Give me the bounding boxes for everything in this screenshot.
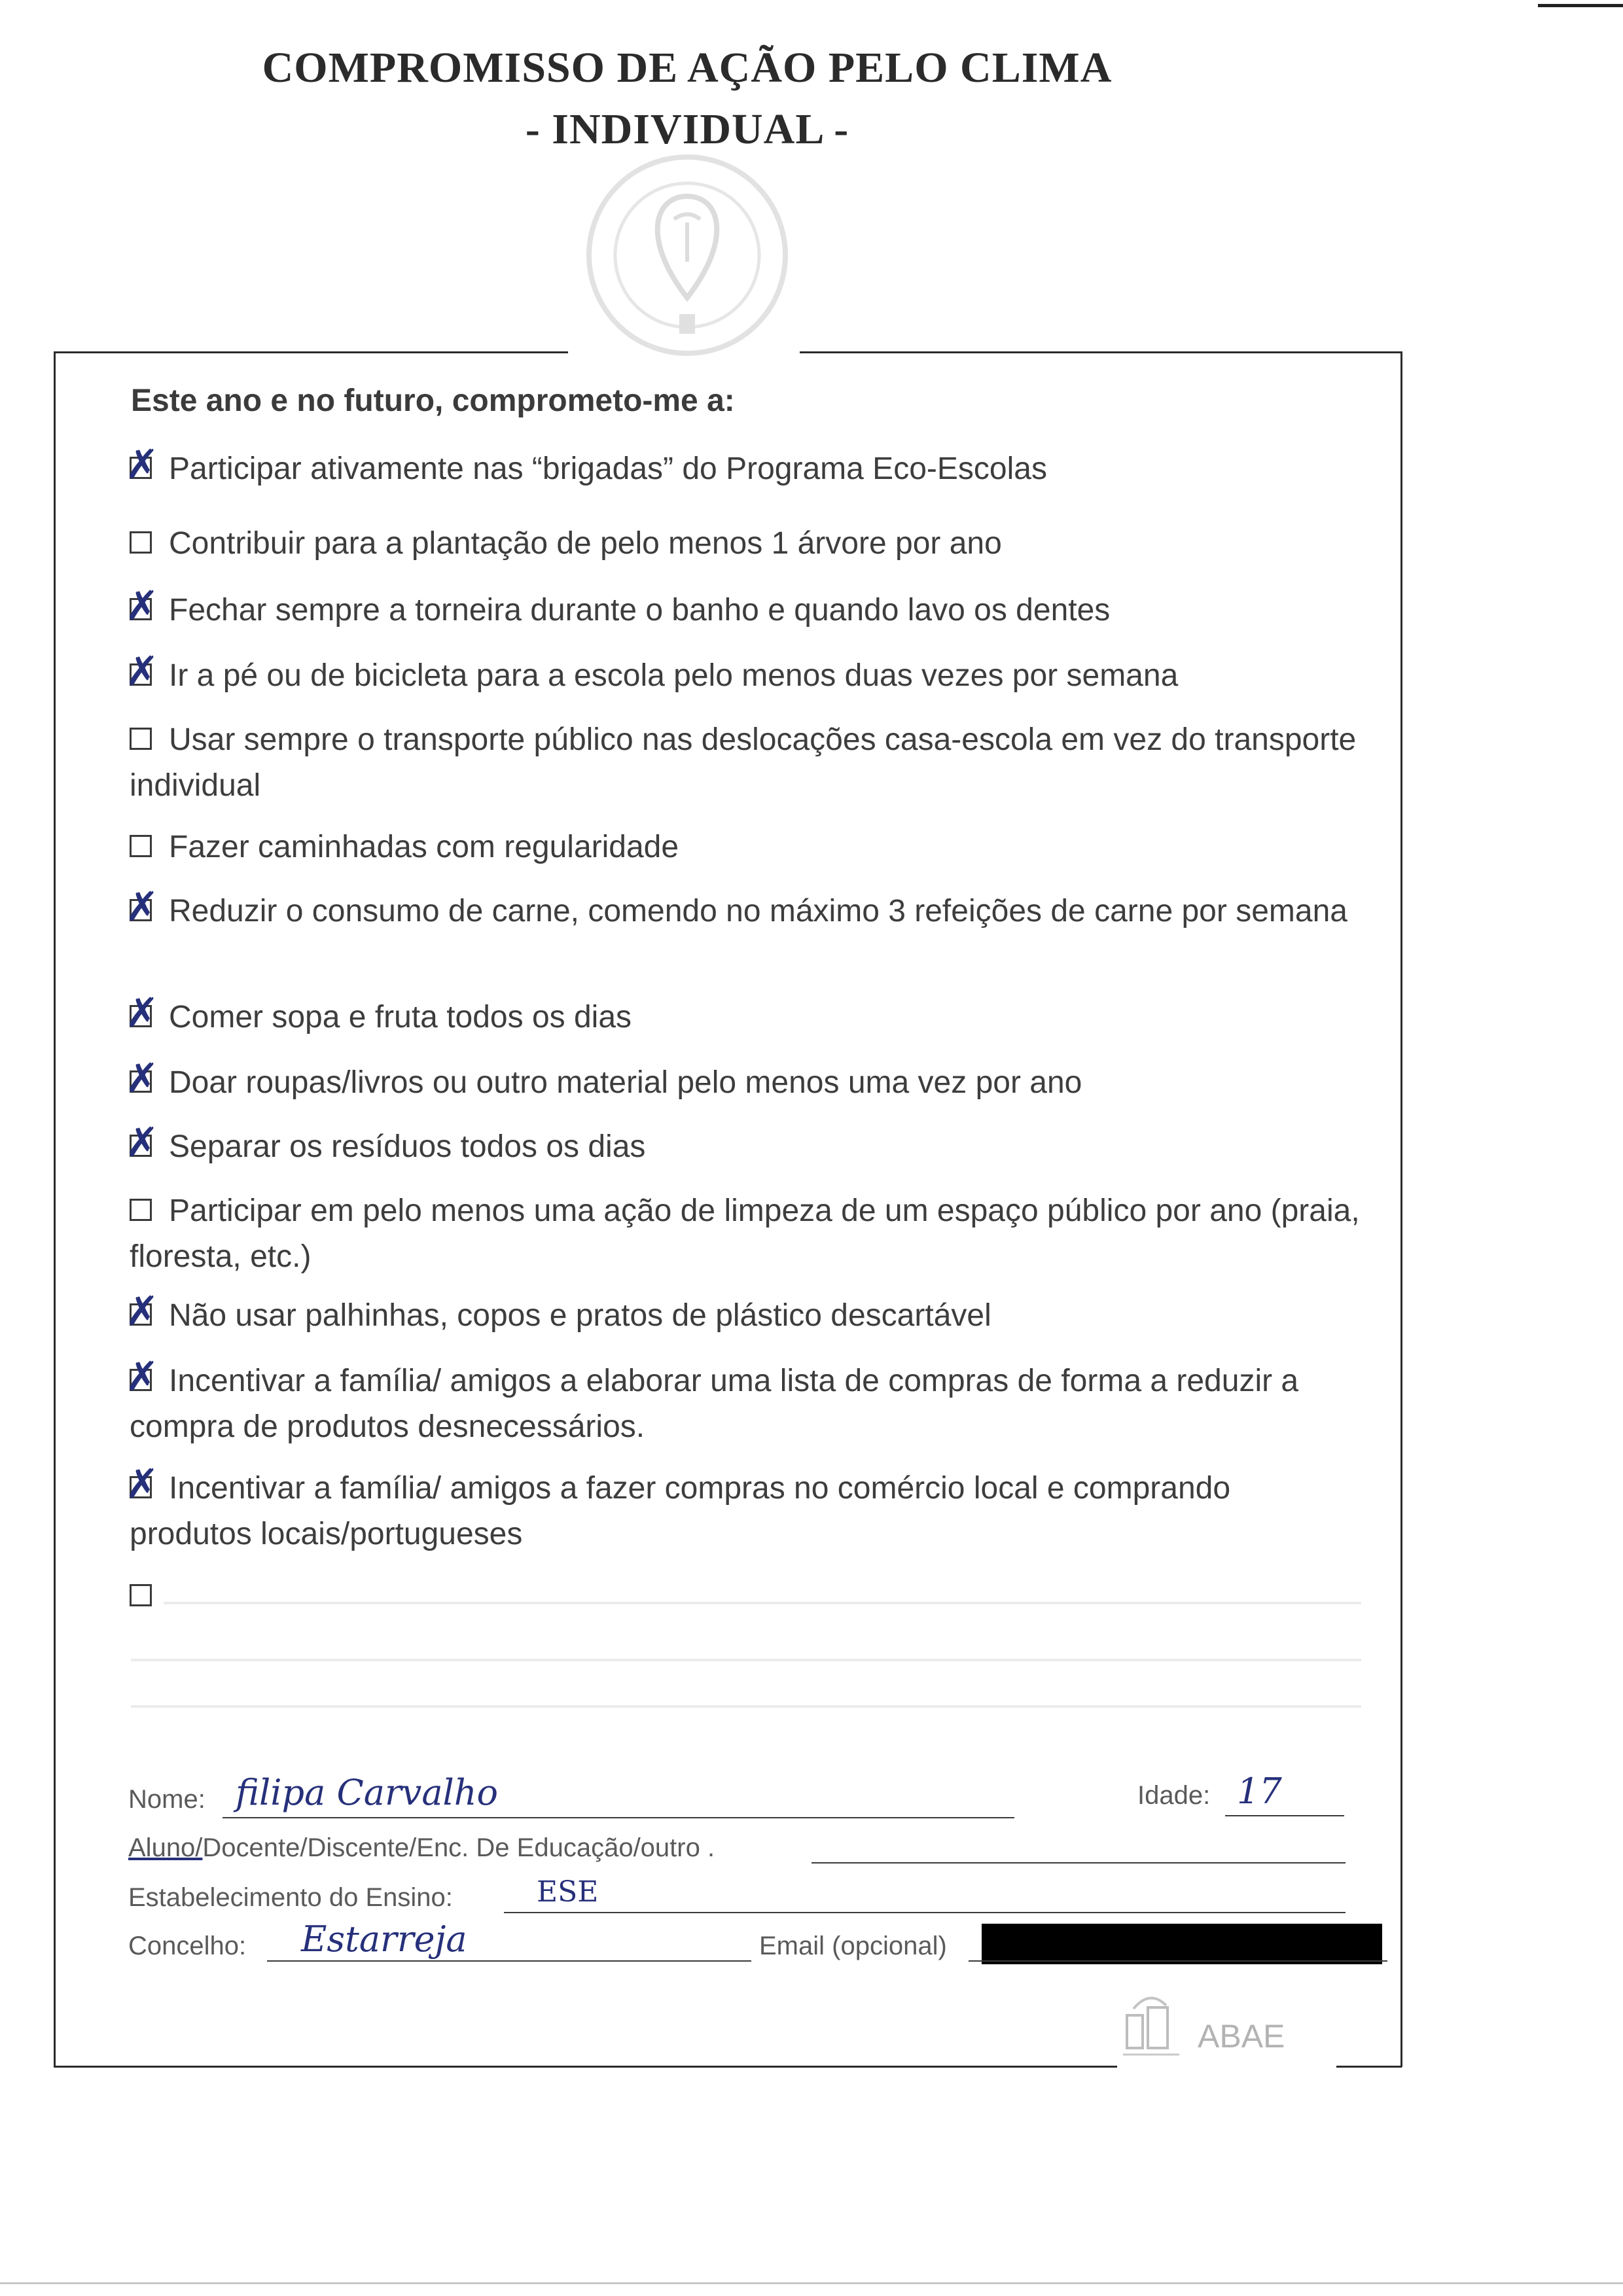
checkmark-icon: ✗ [125,647,159,696]
item-text: Ir a pé ou de bicicleta para a escola pelo menos duas vezes por semana [169,658,1179,693]
checkbox[interactable] [125,1118,159,1167]
checkmark-icon: ✗ [125,1460,159,1508]
checkbox[interactable] [125,582,159,630]
email-input-line[interactable] [969,1960,1387,1962]
checkmark-icon: ✗ [125,582,159,630]
checkmark-icon: ✗ [125,1118,159,1167]
list-item [125,440,1360,492]
checkbox[interactable] [125,1352,159,1401]
council-label: Concelho: [128,1932,247,1960]
role-input-line[interactable] [812,1862,1346,1863]
school-input-line[interactable] [504,1912,1346,1913]
checkbox[interactable] [130,835,152,857]
checkbox[interactable] [125,440,159,489]
role-options: Docente/Discente/Enc. De Educação/outro . [202,1833,715,1862]
checkbox[interactable] [125,1460,159,1508]
scan-edge-mark [1538,4,1623,7]
list-item [125,1352,1360,1450]
blank-line [131,1705,1361,1708]
item-text: Contribuir para a plantação de pelo menos 1 árvore por ano [169,526,1002,561]
checkmark-icon: ✗ [125,883,159,931]
list-item [125,1460,1360,1557]
age-value: 17 [1237,1771,1282,1812]
checkbox[interactable] [130,728,152,750]
role-selected: Aluno/ [128,1833,203,1862]
checkmark-icon: ✗ [125,1352,159,1401]
name-label: Nome: [128,1785,205,1814]
frame-bottom-left [54,2066,1117,2068]
role-label [128,1833,715,1863]
commitment-intro: Este ano e no futuro, comprometo-me a: [131,383,735,418]
abae-logo-text: ABAE [1198,2018,1285,2055]
scan-bottom-edge [0,2282,1623,2284]
checkbox[interactable] [125,647,159,696]
frame-right [1400,351,1402,2067]
list-item [130,1188,1360,1280]
school-label: Estabelecimento do Ensino: [128,1883,453,1912]
list-item [125,1118,1360,1170]
checkbox[interactable] [130,1584,152,1606]
checkmark-icon: ✗ [125,1054,159,1103]
list-item [125,1287,1360,1339]
list-item [125,647,1360,699]
checkbox[interactable] [125,1287,159,1335]
page-subtitle: - INDIVIDUAL - [525,105,849,153]
item-text: Separar os resíduos todos os dias [169,1129,646,1164]
list-item [125,582,1360,633]
item-text: Reduzir o consumo de carne, comendo no máximo 3 refeições de carne por semana [169,894,1347,928]
item-text: Usar sempre o transporte público nas deslocações casa-escola em vez do transporte individual [130,722,1357,803]
item-text: Fechar sempre a torneira durante o banho e quando lavo os dentes [169,593,1111,627]
list-item [125,989,1360,1040]
checkbox[interactable] [130,531,152,554]
school-value: ESE [537,1875,599,1909]
list-item-blank [130,1574,1360,1619]
eco-schools-seal-icon [576,147,798,363]
frame-left [54,351,56,2067]
page-title: COMPROMISSO DE AÇÃO PELO CLIMA [262,44,1113,92]
blank-line [131,1659,1361,1661]
email-label: Email (opcional) [759,1932,947,1960]
list-item [130,824,1360,870]
item-text: Não usar palhinhas, copos e pratos de plástico descartável [169,1298,991,1333]
item-text: Comer sopa e fruta todos os dias [169,1000,632,1034]
list-item [125,883,1360,934]
age-label: Idade: [1137,1781,1211,1810]
blank-line [164,1602,1361,1604]
checkbox[interactable] [125,883,159,931]
age-input-line[interactable] [1225,1815,1344,1816]
checkmark-icon: ✗ [125,440,159,489]
list-item [130,717,1360,809]
frame-top-right [800,351,1402,353]
item-text: Incentivar a família/ amigos a fazer compras no comércio local e comprando produtos locais/portugueses [130,1471,1231,1551]
checkbox[interactable] [130,1199,152,1221]
list-item [125,1054,1360,1106]
name-value: filipa Carvalho [236,1772,499,1813]
redacted-email [982,1924,1382,1964]
checkmark-icon: ✗ [125,1287,159,1335]
name-input-line[interactable] [223,1817,1014,1818]
checkbox[interactable] [125,989,159,1037]
frame-top-left [54,351,568,353]
checkbox[interactable] [125,1054,159,1103]
item-text: Fazer caminhadas com regularidade [169,830,679,864]
council-input-line[interactable] [267,1960,751,1962]
list-item [130,521,1360,567]
item-text: Participar ativamente nas “brigadas” do Programa Eco-Escolas [169,451,1047,486]
item-text: Doar roupas/livros ou outro material pelo menos uma vez por ano [169,1065,1082,1100]
frame-bottom-right [1336,2066,1402,2068]
item-text: Incentivar a família/ amigos a elaborar uma lista de compras de forma a reduzir a compra de produtos desnecessários. [130,1364,1299,1444]
council-value: Estarreja [301,1918,467,1960]
checkmark-icon: ✗ [125,989,159,1037]
item-text: Participar em pelo menos uma ação de limpeza de um espaço público por ano (praia, floresta, etc.) [130,1193,1360,1274]
